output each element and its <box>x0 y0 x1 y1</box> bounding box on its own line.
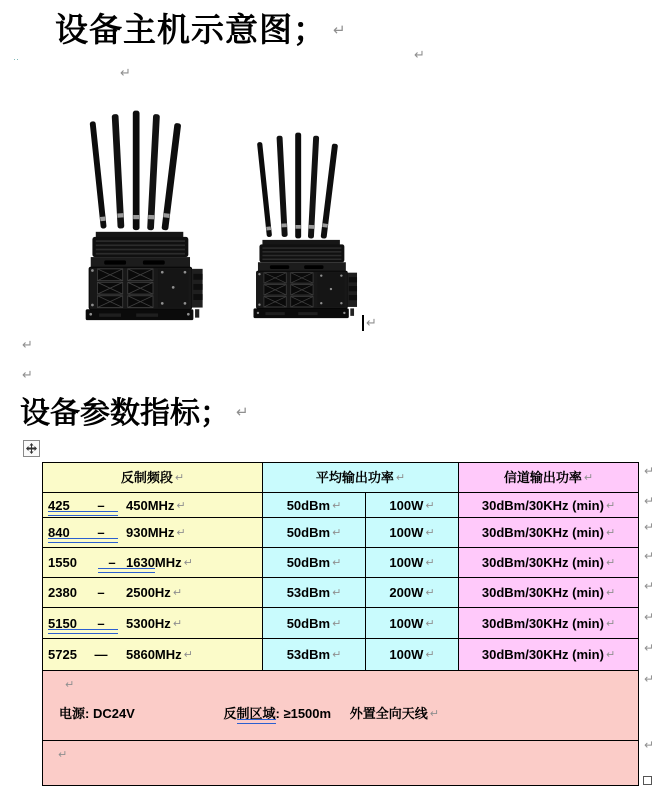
freq-end-num: 1630 <box>126 555 155 570</box>
paragraph-mark-icon: ↵ <box>332 556 342 569</box>
avg-watt-cell <box>366 518 459 548</box>
row-end-mark-icon: ↵ <box>644 494 655 508</box>
row-end-mark-icon: ↵ <box>644 610 655 624</box>
row-end-mark-icon: ↵ <box>644 520 655 534</box>
paragraph-mark-icon: ↵ <box>22 338 33 353</box>
frequency-cell <box>43 493 263 518</box>
avg-watt-cell <box>366 548 459 578</box>
channel-power-cell <box>459 518 639 548</box>
row-end-mark-icon: ↵ <box>644 579 655 593</box>
avg-watt-cell <box>366 493 459 518</box>
freq-start: 425 <box>48 497 70 513</box>
paragraph-mark-icon: ↵ <box>425 586 435 599</box>
empty-cell <box>43 741 639 786</box>
freq-start: 1550 <box>48 555 77 570</box>
paragraph-mark-icon: ↵ <box>414 48 425 63</box>
freq-end-unit: MHz <box>154 555 182 570</box>
freq-dash: – <box>97 585 105 600</box>
avg-dbm-cell <box>263 578 366 608</box>
page-title-device-diagram <box>55 4 347 51</box>
paragraph-mark-icon: ↵ <box>174 471 185 484</box>
paragraph-mark-icon: ↵ <box>605 586 616 599</box>
paragraph-mark-icon: ↵ <box>333 21 347 39</box>
paragraph-mark-icon: ↵ <box>605 648 616 661</box>
freq-dash: – <box>97 615 105 631</box>
avg-watt-cell <box>366 639 459 671</box>
frequency-cell <box>43 548 263 578</box>
antenna-spec: 外置全向天线 <box>349 706 428 721</box>
spec-table <box>42 462 639 786</box>
channel-power: 30dBm/30KHz (min) <box>481 615 604 631</box>
table-row <box>43 518 639 548</box>
freq-start: 2380 <box>48 585 77 600</box>
paragraph-mark-icon: ↵ <box>332 648 342 661</box>
paragraph-mark-icon: ↵ <box>425 616 435 630</box>
header-text: 信道输出功率 <box>503 470 582 485</box>
header-text: 反制频段 <box>120 470 173 485</box>
freq-end: 5860MHz <box>126 647 182 662</box>
heading2-text: 设备参数指标； <box>20 397 230 430</box>
paragraph-mark-icon: ↵ <box>605 498 616 512</box>
page-title-device-specs <box>20 388 249 432</box>
paragraph-mark-icon: ↵ <box>65 678 75 691</box>
channel-power: 30dBm/30KHz (min) <box>481 647 604 662</box>
avg-watt: 100W <box>389 615 424 631</box>
freq-dash: — <box>94 647 108 662</box>
paragraph-mark-icon: ↵ <box>583 471 594 484</box>
text-cursor <box>362 315 364 331</box>
paragraph-mark-icon: ↵ <box>425 556 435 569</box>
freq-dash: – <box>97 525 105 540</box>
frequency-cell <box>43 608 263 639</box>
channel-power-cell <box>459 493 639 518</box>
heading1-text: 设备主机示意图； <box>55 13 327 49</box>
paragraph-mark-icon: ↵ <box>58 748 68 761</box>
avg-dbm-cell <box>263 548 366 578</box>
avg-dbm: 53dBm <box>286 585 331 600</box>
avg-dbm-cell <box>263 493 366 518</box>
paragraph-mark-icon: ↵ <box>332 616 342 630</box>
paragraph-mark-icon: ↵ <box>236 403 249 421</box>
paragraph-mark-icon: ↵ <box>332 526 342 539</box>
footer-cell <box>43 671 639 741</box>
header-text: 平均输出功率 <box>315 470 394 485</box>
avg-watt: 100W <box>389 497 424 513</box>
channel-power: 30dBm/30KHz (min) <box>481 497 604 513</box>
row-end-mark-icon: ↵ <box>644 738 655 752</box>
paragraph-mark-icon: ↵ <box>605 556 616 569</box>
paragraph-mark-icon: ↵ <box>425 526 435 539</box>
freq-start: 5150 <box>48 615 77 631</box>
header-freq-band <box>43 463 263 493</box>
paragraph-mark-icon: ↵ <box>120 66 131 81</box>
avg-watt-cell <box>366 608 459 639</box>
freq-end: 930MHz <box>126 525 175 540</box>
paragraph-mark-icon: ↵ <box>22 368 33 383</box>
paragraph-mark-icon: ↵ <box>172 586 183 599</box>
device-photo-left[interactable] <box>84 94 206 336</box>
channel-power: 30dBm/30KHz (min) <box>481 585 604 600</box>
row-end-mark-icon: ↵ <box>644 464 655 478</box>
channel-power: 30dBm/30KHz (min) <box>481 525 604 540</box>
avg-dbm-cell <box>263 608 366 639</box>
table-row <box>43 548 639 578</box>
freq-end: 2500Hz <box>126 585 171 600</box>
freq-start: 840 <box>48 525 70 540</box>
device-photo-right[interactable] <box>252 116 360 334</box>
frequency-cell <box>43 578 263 608</box>
row-end-mark-icon: ↵ <box>644 641 655 655</box>
avg-dbm: 53dBm <box>286 647 331 662</box>
channel-power: 30dBm/30KHz (min) <box>481 555 604 570</box>
avg-watt: 200W <box>389 585 424 600</box>
table-empty-row <box>43 741 639 786</box>
power-spec: 电源: DC24V <box>59 706 135 721</box>
area-text: 反 <box>223 706 237 721</box>
area-value: : ≥1500m <box>275 706 332 721</box>
avg-watt: 100W <box>389 525 424 540</box>
channel-power-cell <box>459 578 639 608</box>
paragraph-mark-icon: ↵ <box>332 586 342 599</box>
table-row <box>43 639 639 671</box>
anchor-dots: ‥ <box>13 52 21 62</box>
avg-dbm: 50dBm <box>286 615 331 631</box>
paragraph-mark-icon: ↵ <box>176 498 186 512</box>
table-row <box>43 578 639 608</box>
paragraph-mark-icon: ↵ <box>183 648 193 661</box>
row-end-mark-icon: ↵ <box>644 672 655 686</box>
avg-watt-cell <box>366 578 459 608</box>
frequency-cell <box>43 518 263 548</box>
frequency-cell <box>43 639 263 671</box>
avg-dbm: 50dBm <box>286 525 331 540</box>
table-footer-row <box>43 671 639 741</box>
table-resize-handle-icon[interactable] <box>643 776 652 785</box>
avg-dbm: 50dBm <box>286 497 331 513</box>
paragraph-mark-icon: ↵ <box>395 471 406 484</box>
paragraph-mark-icon: ↵ <box>176 526 186 539</box>
table-row <box>43 493 639 518</box>
paragraph-mark-icon: ↵ <box>366 316 377 331</box>
freq-dash: – <box>108 555 116 570</box>
avg-dbm-cell <box>263 518 366 548</box>
paragraph-mark-icon: ↵ <box>605 616 616 630</box>
avg-dbm: 50dBm <box>286 555 331 570</box>
channel-power-cell <box>459 639 639 671</box>
jam-area-spec <box>223 706 331 721</box>
avg-watt: 100W <box>389 647 424 662</box>
header-channel-power <box>459 463 639 493</box>
freq-dash: – <box>97 497 105 513</box>
area-text-marked: 制区域 <box>236 706 276 721</box>
row-end-mark-icon: ↵ <box>644 549 655 563</box>
paragraph-mark-icon: ↵ <box>183 556 193 569</box>
freq-end: 5300Hz <box>126 615 171 631</box>
header-avg-power <box>263 463 459 493</box>
paragraph-mark-icon: ↵ <box>332 498 342 512</box>
paragraph-mark-icon: ↵ <box>425 498 435 512</box>
table-row <box>43 608 639 639</box>
paragraph-mark-icon: ↵ <box>425 648 435 661</box>
channel-power-cell <box>459 548 639 578</box>
avg-watt: 100W <box>389 555 424 570</box>
avg-dbm-cell <box>263 639 366 671</box>
freq-start: 5725 <box>48 647 77 662</box>
paragraph-mark-icon: ↵ <box>605 526 616 539</box>
paragraph-mark-icon: ↵ <box>172 616 183 630</box>
paragraph-mark-icon: ↵ <box>429 707 439 720</box>
channel-power-cell <box>459 608 639 639</box>
table-move-handle-icon[interactable] <box>23 440 40 457</box>
freq-end: 450MHz <box>126 497 175 513</box>
table-header-row <box>43 463 639 493</box>
